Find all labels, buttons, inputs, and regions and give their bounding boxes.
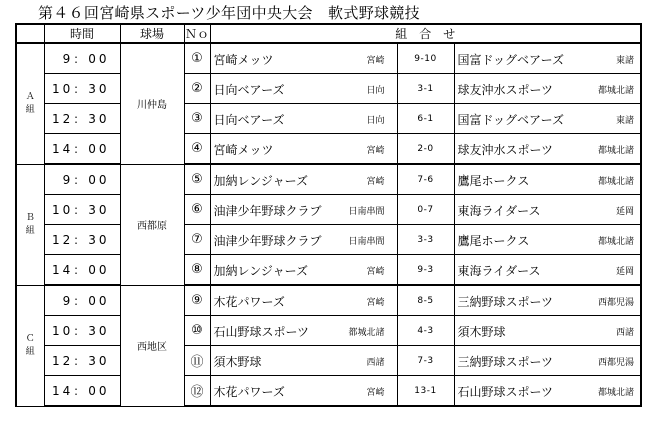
match-number: ② — [184, 74, 210, 104]
team1-cell — [210, 104, 397, 134]
score-cell: 8-5 — [397, 285, 454, 316]
team1-cell — [210, 195, 397, 225]
team1-prefecture: 宮崎 — [366, 177, 385, 187]
match-number: ⑨ — [184, 285, 210, 316]
score-cell: 4-3 — [397, 316, 454, 346]
time-cell: 12：30 — [44, 225, 120, 255]
team1-name: 木花パワーズ — [213, 385, 285, 399]
team1-cell — [210, 164, 397, 195]
team2-prefecture: 都城北諸 — [597, 146, 634, 156]
team1-name: 宮崎メッツ — [213, 53, 274, 67]
team2-prefecture: 東諸 — [615, 56, 634, 66]
team1-name: 油津少年野球クラブ — [213, 234, 322, 248]
team1-name: 須木野球 — [213, 355, 262, 369]
table-row — [16, 255, 641, 286]
time-cell: 12：30 — [44, 346, 120, 376]
team2-prefecture: 東諸 — [615, 116, 634, 126]
table-row — [16, 195, 641, 225]
team2-prefecture: 西都児湯 — [597, 358, 634, 368]
match-number: ⑥ — [184, 195, 210, 225]
team2-name: 鷹尾ホークス — [457, 234, 530, 248]
match-number: ⑪ — [184, 346, 210, 376]
score-cell: 2-0 — [397, 134, 454, 165]
table-row — [16, 346, 641, 376]
team2-name: 東海ライダース — [457, 204, 541, 218]
team1-prefecture: 宮崎 — [366, 267, 385, 277]
table-row — [16, 43, 641, 74]
time-cell: 12：30 — [44, 104, 120, 134]
team1-cell — [210, 376, 397, 407]
team2-cell — [454, 346, 641, 376]
time-cell: 14：00 — [44, 376, 120, 407]
page-title: 第４６回宮崎県スポーツ少年団中央大会 軟式野球競技 — [38, 4, 420, 22]
team2-name: 球友沖水スポーツ — [457, 143, 554, 157]
team2-name: 須木野球 — [457, 325, 506, 339]
table-row — [16, 104, 641, 134]
header-row — [16, 24, 641, 43]
team1-name: 石山野球スポーツ — [213, 325, 310, 339]
team1-cell — [210, 43, 397, 74]
team1-cell — [210, 255, 397, 286]
time-cell: 9：00 — [44, 285, 120, 316]
team2-prefecture: 都城北諸 — [597, 237, 634, 247]
time-cell: 10：30 — [44, 195, 120, 225]
team1-prefecture: 日向 — [366, 86, 385, 96]
team2-prefecture: 延岡 — [615, 207, 634, 217]
team2-prefecture: 西都児湯 — [597, 298, 634, 308]
team1-prefecture: 日南串間 — [348, 207, 385, 217]
team1-prefecture: 都城北諸 — [348, 328, 385, 338]
team2-cell — [454, 134, 641, 165]
team1-name: 日向ベアーズ — [213, 83, 285, 97]
time-cell: 14：00 — [44, 255, 120, 286]
schedule-table — [15, 23, 642, 407]
team1-prefecture: 西諸 — [366, 358, 385, 368]
team1-prefecture: 宮崎 — [366, 56, 385, 66]
match-number: ③ — [184, 104, 210, 134]
time-cell: 9：00 — [44, 164, 120, 195]
score-cell: 9-10 — [397, 43, 454, 74]
match-number: ⑧ — [184, 255, 210, 286]
team1-prefecture: 日向 — [366, 116, 385, 126]
team2-cell — [454, 195, 641, 225]
team1-cell — [210, 134, 397, 165]
score-cell: 6-1 — [397, 104, 454, 134]
time-header: 時間 — [44, 24, 120, 43]
team2-prefecture: 都城北諸 — [597, 86, 634, 96]
venue-cell: 西都原 — [120, 164, 184, 285]
team1-prefecture: 宮崎 — [366, 146, 385, 156]
group-label: Ｂ 組 — [16, 164, 44, 285]
team2-prefecture: 延岡 — [615, 267, 634, 277]
table-row — [16, 376, 641, 407]
team1-cell — [210, 74, 397, 104]
team1-name: 日向ベアーズ — [213, 113, 285, 127]
team1-prefecture: 宮崎 — [366, 388, 385, 398]
team1-cell — [210, 346, 397, 376]
score-cell: 0-7 — [397, 195, 454, 225]
time-cell: 10：30 — [44, 74, 120, 104]
team2-cell — [454, 164, 641, 195]
team2-cell — [454, 376, 641, 407]
score-cell: 7-3 — [397, 346, 454, 376]
table-row — [16, 74, 641, 104]
team2-name: 国富ドッグベアーズ — [457, 53, 565, 67]
team2-name: 鷹尾ホークス — [457, 174, 530, 188]
group-label: Ａ 組 — [16, 43, 44, 164]
time-cell: 9：00 — [44, 43, 120, 74]
team2-cell — [454, 225, 641, 255]
group-label: Ｃ 組 — [16, 285, 44, 406]
team1-name: 油津少年野球クラブ — [213, 204, 322, 218]
score-cell: 3-1 — [397, 74, 454, 104]
team1-name: 木花パワーズ — [213, 295, 285, 309]
team1-cell — [210, 225, 397, 255]
time-cell: 10：30 — [44, 316, 120, 346]
team2-cell — [454, 43, 641, 74]
table-row — [16, 316, 641, 346]
no-header: Ｎｏ — [184, 24, 210, 43]
team2-name: 東海ライダース — [457, 264, 541, 278]
team2-cell — [454, 74, 641, 104]
matchup-header: 組 合 せ — [210, 24, 641, 43]
score-cell: 13-1 — [397, 376, 454, 407]
team1-name: 加納レンジャーズ — [213, 264, 309, 278]
match-number: ① — [184, 43, 210, 74]
time-cell: 14：00 — [44, 134, 120, 165]
team1-cell — [210, 285, 397, 316]
team2-name: 球友沖水スポーツ — [457, 83, 554, 97]
team1-name: 加納レンジャーズ — [213, 174, 309, 188]
team2-prefecture: 都城北諸 — [597, 177, 634, 187]
team1-cell — [210, 316, 397, 346]
venue-cell: 川仲島 — [120, 43, 184, 164]
group-header — [16, 24, 44, 43]
match-number: ⑩ — [184, 316, 210, 346]
team2-name: 国富ドッグベアーズ — [457, 113, 565, 127]
team2-prefecture: 西諸 — [615, 328, 634, 338]
team2-cell — [454, 104, 641, 134]
match-number: ⑤ — [184, 164, 210, 195]
team2-cell — [454, 285, 641, 316]
table-row — [16, 134, 641, 165]
team2-name: 三納野球スポーツ — [457, 295, 554, 309]
team1-name: 宮崎メッツ — [213, 143, 274, 157]
team2-name: 三納野球スポーツ — [457, 355, 554, 369]
score-cell: 7-6 — [397, 164, 454, 195]
venue-cell: 西地区 — [120, 285, 184, 406]
score-cell: 3-3 — [397, 225, 454, 255]
table-row — [16, 285, 641, 316]
match-number: ④ — [184, 134, 210, 165]
team1-prefecture: 日南串間 — [348, 237, 385, 247]
team2-cell — [454, 316, 641, 346]
team1-prefecture: 宮崎 — [366, 298, 385, 308]
venue-header: 球場 — [120, 24, 184, 43]
score-cell: 9-3 — [397, 255, 454, 286]
team2-prefecture: 都城北諸 — [597, 388, 634, 398]
match-number: ⑦ — [184, 225, 210, 255]
table-row — [16, 225, 641, 255]
team2-name: 石山野球スポーツ — [457, 385, 554, 399]
match-number: ⑫ — [184, 376, 210, 407]
team2-cell — [454, 255, 641, 286]
table-row — [16, 164, 641, 195]
